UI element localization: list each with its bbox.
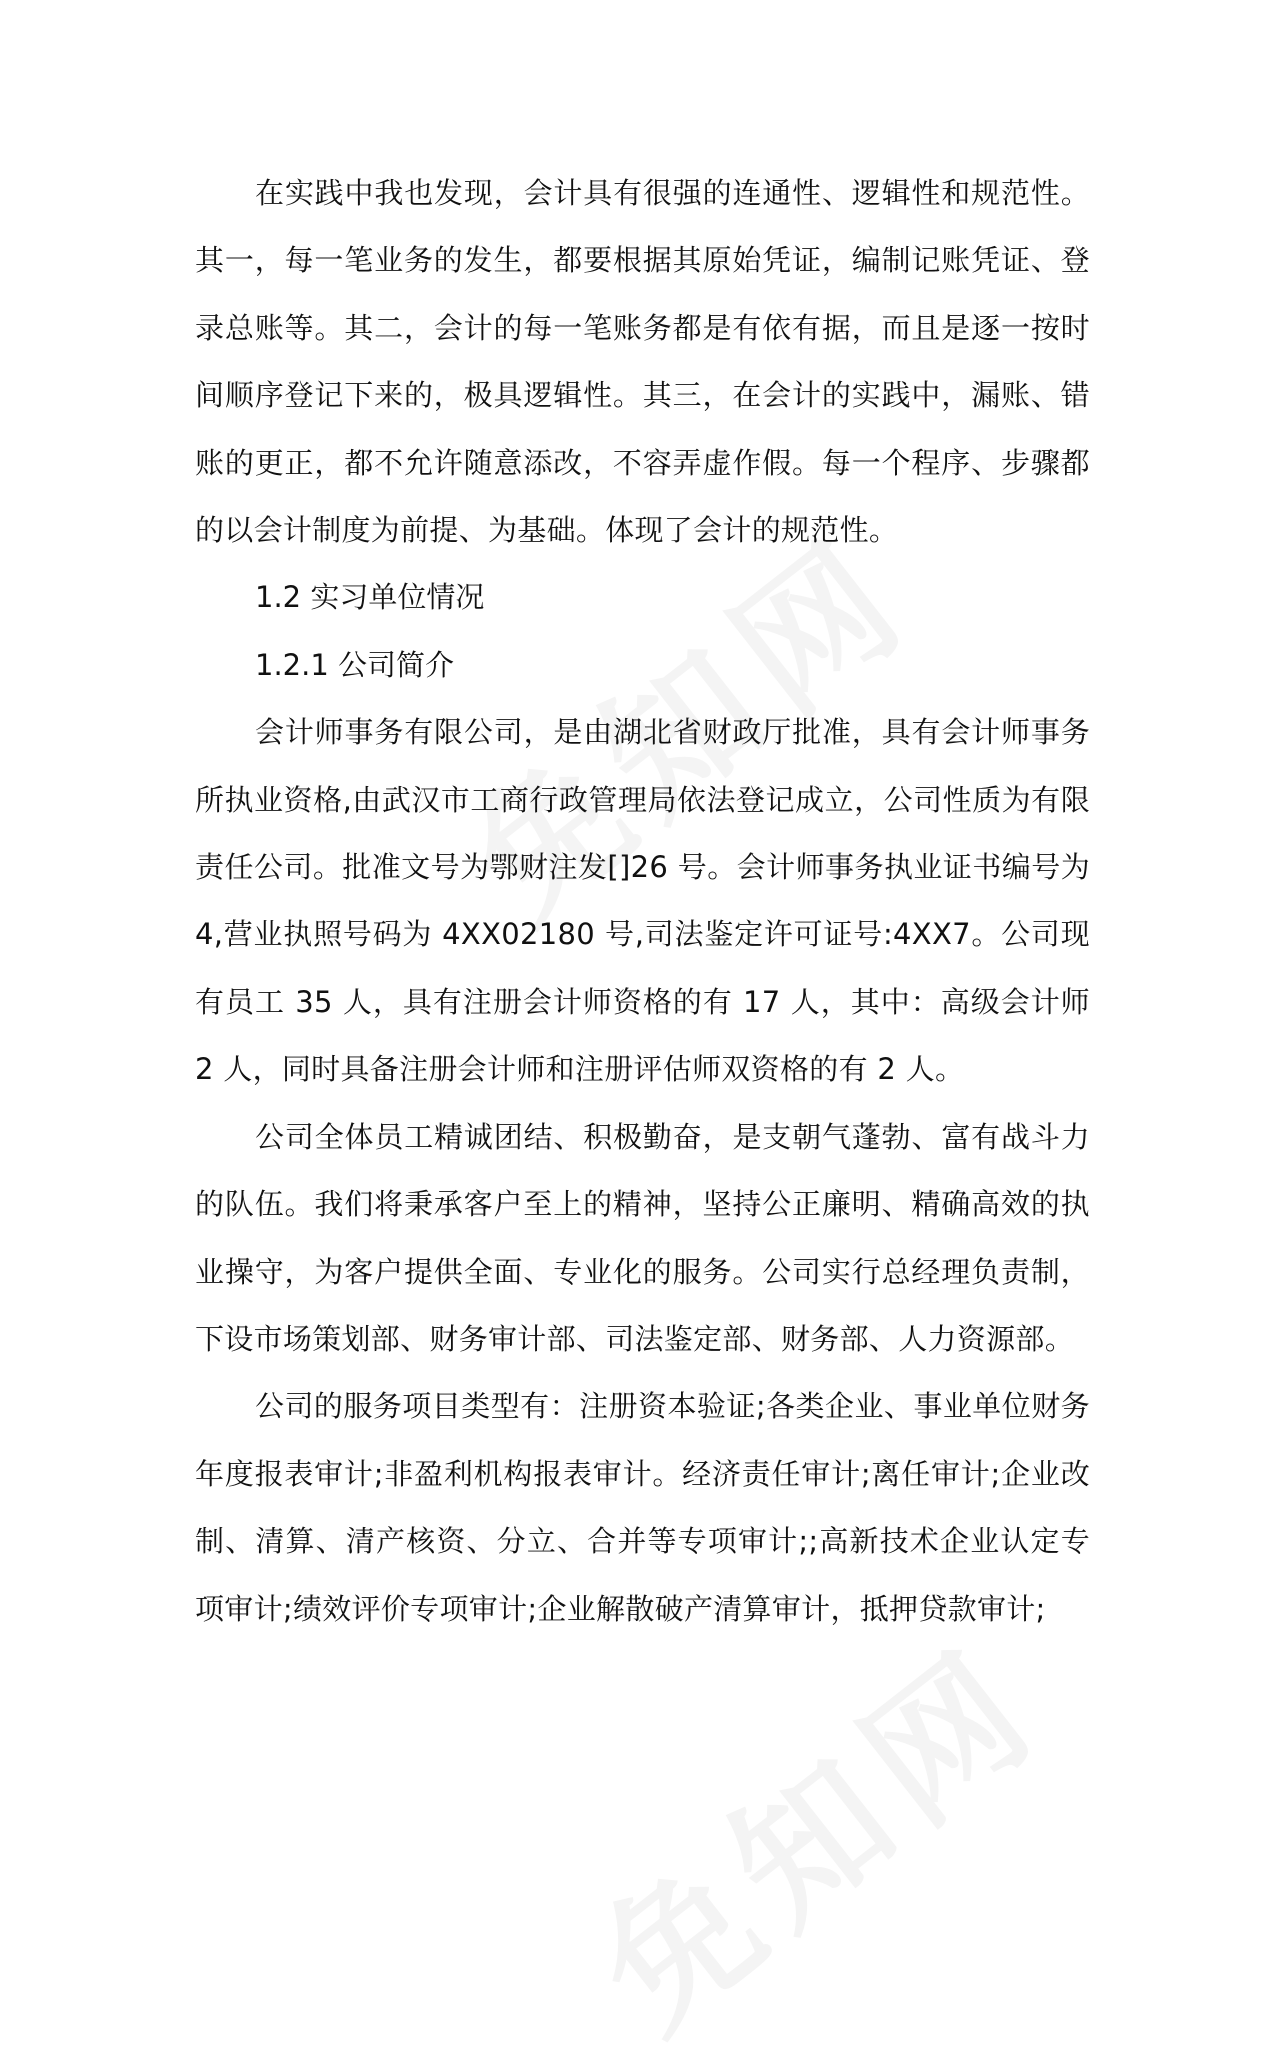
paragraph-accounting-practice: 在实践中我也发现，会计具有很强的连通性、逻辑性和规范性。其一，每一笔业务的发生，都要根据其原始凭证，编制记账凭证、登录总账等。其二，会计的每一笔账务都是有依有据，而且是逐一按时间顺序登记下来的，极具逻辑性。其三，在会计的实践中，漏账、错账的更正，都不允许随意添改，不容弄虚作假。每一个程序、步骤都的以会计制度为前提、为基础。体现了会计的规范性。 <box>195 176 1090 548</box>
document-body <box>195 160 1090 1643</box>
section-heading-internship-unit: 1.2 实习单位情况 <box>255 580 485 615</box>
paragraph-service-items: 公司的服务项目类型有：注册资本验证;各类企业、事业单位财务年度报表审计;非盈利机构报表审计。经济责任审计;离任审计;企业改制、清算、清产核资、分立、合并等专项审计;;高新技术企业认定专项审计;绩效评价专项审计;企业解散破产清算审计，抵押贷款审计; <box>195 1389 1090 1626</box>
paragraph-company-staff: 公司全体员工精诚团结、积极勤奋，是支朝气蓬勃、富有战斗力的队伍。我们将秉承客户至上的精神，坚持公正廉明、精确高效的执业操守，为客户提供全面、专业化的服务。公司实行总经理负责制，下设市场策划部、财务审计部、司法鉴定部、财务部、人力资源部。 <box>195 1119 1090 1356</box>
watermark <box>547 1588 1077 2068</box>
subsection-heading-company-profile: 1.2.1 公司简介 <box>255 647 455 682</box>
paragraph-company-intro: 会计师事务有限公司，是由湖北省财政厅批准，具有会计师事务所执业资格,由武汉市工商行政管理局依法登记成立，公司性质为有限责任公司。批准文号为鄂财注发[]26 号。会计师事务执业证书编号为 4,营业执照号码为 4XX02180 号,司法鉴定许可证号:4XX7。公司现有员工 35 人，具有注册会计师资格的有 17 人，其中：高级会计师 2 人，同时具备注册会计师和注册评估师双资格的有 2 人。 <box>195 715 1090 1087</box>
